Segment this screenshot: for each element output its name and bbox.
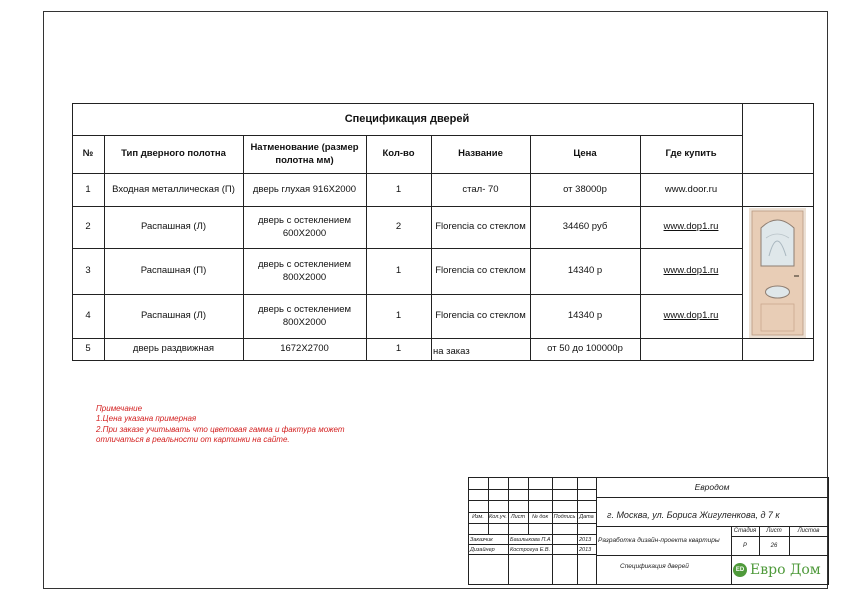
stamp-company: Евродом (694, 481, 730, 492)
col-header-type: Тип дверного полотна (121, 148, 226, 160)
row-4-qty: 1 (395, 310, 402, 322)
stamp-stage-label: Стадия (733, 528, 757, 535)
row-1-price: от 38000р (563, 183, 607, 195)
row-5-price: от 50 до 100000р (547, 343, 623, 355)
row-1-num: 1 (85, 183, 91, 195)
row-4-model: Florencia со стеклом (435, 310, 526, 322)
notes-heading: Примечание (96, 404, 143, 413)
stamp-col-izm: Изм. (472, 514, 484, 521)
stamp-doc-title: Спецификация дверей (620, 563, 689, 570)
row-3-price: 14340 р (567, 265, 603, 277)
row-3-type: Распашная (П) (140, 265, 207, 277)
row-3-qty: 1 (395, 265, 402, 277)
stamp-sheet: 26 (770, 542, 778, 549)
row-1-type: Входная металлическая (П) (112, 183, 235, 195)
row-3-name: дверь с остеклением 800Х2000 (257, 258, 352, 283)
row-4-type: Распашная (Л) (141, 310, 206, 322)
row-3-num: 3 (85, 265, 91, 277)
row-2-price: 34460 руб (562, 221, 608, 233)
col-header-model: Название (458, 148, 503, 160)
stamp-col-doc: № док (531, 514, 549, 521)
row-5-model: на заказ (433, 346, 470, 358)
stamp-address: г. Москва, ул. Бориса Жигуленкова, д 7 к (607, 510, 780, 520)
col-header-num: № (82, 148, 94, 160)
stamp-person-1: Башлыкова П.А (510, 537, 551, 543)
stamp-col-kol: Кол.уч. (489, 514, 507, 521)
spec-title: Спецификация дверей (344, 113, 470, 126)
row-2-model: Florencia со стеклом (435, 221, 526, 233)
col-header-price: Цена (573, 148, 597, 160)
col-header-where: Где купить (665, 148, 717, 160)
col-header-name: Натменование (размер полотна мм) (250, 141, 359, 166)
stamp-person-2: Кострогуа Е.В. (510, 547, 551, 553)
stamp-project: Разработка дизайн-проекта квартиры (598, 537, 720, 544)
row-2-qty: 2 (395, 221, 402, 233)
row-5-num: 5 (85, 343, 91, 355)
logo-text: Евро Дом (750, 562, 821, 578)
row-1-model: стал- 70 (462, 183, 499, 195)
row-4-name: дверь с остеклением 800Х2000 (257, 303, 352, 328)
logo-circle-icon: ED (733, 563, 747, 577)
row-2-type: Распашная (Л) (141, 221, 206, 233)
stamp-role-2: Дизайнер (470, 547, 495, 553)
row-4-num: 4 (85, 310, 91, 322)
row-1-where: www.door.ru (664, 183, 718, 195)
col-header-qty: Кол-во (382, 148, 415, 160)
row-5-name: 1672Х2700 (280, 343, 329, 355)
stamp-role-1: Заказчик (470, 537, 493, 543)
stamp-sheets-label: Листов (797, 528, 820, 535)
row-2-where-link[interactable]: www.dop1.ru (663, 221, 719, 233)
row-4-price: 14340 р (567, 310, 603, 322)
stamp-col-sign: Подпись (553, 514, 576, 521)
row-2-name: дверь с остеклением 600Х2000 (257, 214, 352, 239)
stamp-sheet-label: Лист (766, 528, 782, 535)
stamp-col-list: Лист (510, 514, 526, 521)
notes-line-1: 1.Цена указана примерная (96, 414, 197, 424)
stamp-year-1: 2013 (579, 537, 592, 543)
eurodom-logo (733, 560, 828, 580)
row-3-where-link[interactable]: www.dop1.ru (663, 265, 719, 277)
row-5-qty: 1 (395, 343, 402, 355)
row-4-where-link[interactable]: www.dop1.ru (663, 310, 719, 322)
notes-line-2: 2.При заказе учитывать что цветовая гамма и фактура может отличаться в реальности от картинки на сайте. (96, 424, 345, 445)
stamp-year-2: 2013 (579, 547, 592, 553)
stamp-col-date: Дата (579, 514, 594, 521)
stamp-stage: Р (742, 542, 747, 549)
row-3-model: Florencia со стеклом (435, 265, 526, 277)
row-1-name: дверь глухая 916Х2000 (252, 183, 357, 195)
row-5-type: дверь раздвижная (132, 343, 215, 355)
row-2-num: 2 (85, 221, 91, 233)
row-1-qty: 1 (395, 183, 402, 195)
